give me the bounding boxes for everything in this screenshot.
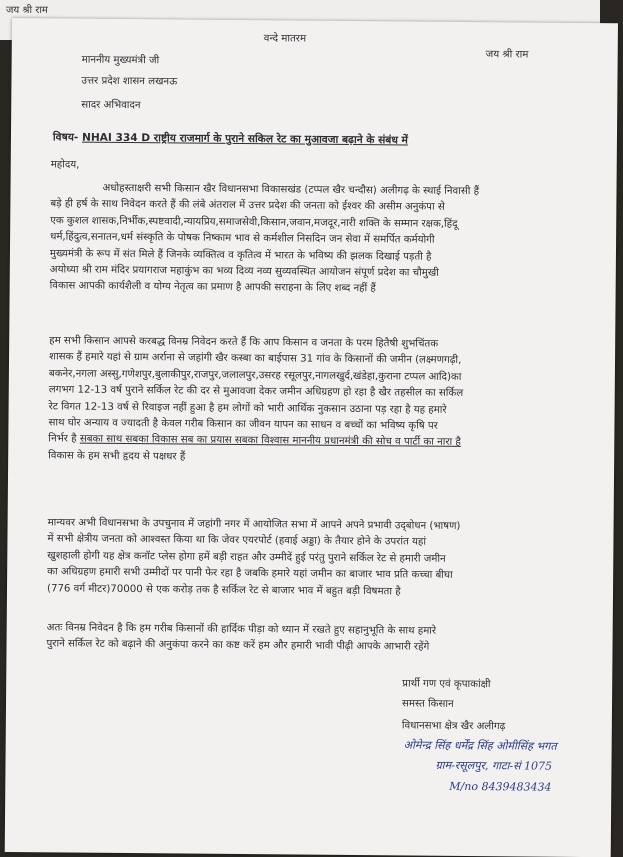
paragraph-fragment: निर्भर है [48, 433, 80, 446]
paragraph-line: खुशहाली होगी यह क्षेत्र कनॉट प्लेस होगा हमें बड़ी राहत और उम्मीदें हुई परंतु पुराने सर्किल रेट से हमारी जमीन [47, 550, 446, 565]
invocation-jai-shri-ram: जय श्री राम [485, 49, 529, 61]
paragraph-line: रेट विगत 12-13 वर्ष से रिवाइज नहीं हुआ है हम लोगों को भारी आर्थिक नुकसान उठाना पड़ रहा है यह हमारे [48, 400, 447, 416]
paragraph-line: अतः विनम्र निवेदन है कि हम गरीब किसानों की हार्दिक पीड़ा को ध्यान में रखते हुए सहानुभूति के साथ हमारे [46, 622, 437, 637]
paragraph-line: मुख्यमंत्री के रूप में संत मिले हैं जिनके व्यक्तित्व व कृतित्व में भारत के भविष्य की झलक दिखाई पड़ती है [49, 247, 432, 263]
paragraph-line: में सभी क्षेत्रीय जनता को आश्वस्त किया था कि जेवर एयरपोर्ट (हवाई अड्डा) के तैयार होने के उपरांत यहां [47, 533, 427, 549]
paragraph-line: हम सभी किसान आपसे करबद्ध विनम्र निवेदन करते हैं कि आप किसान व जनता के परम हितैषी शुभचिंतक [49, 335, 439, 350]
handwritten-mobile-number: M/no 8439483434 [449, 779, 552, 794]
paragraph-line: शासक हैं हमारे यहां से ग्राम अर्राना से जहांगी खैर कस्बा का बाईपास 31 गांव के किसानों की जमीन (लक्ष्मणगढ़ी, [48, 351, 462, 367]
closing-line: विधानसभा क्षेत्र खैर अलीगढ़ [401, 720, 506, 733]
subject-text: NHAI 334 D राष्ट्रीय राजमार्ग के पुराने सकिल रेट का मुआवजा बढ़ाने के संबंध में [81, 131, 408, 147]
paragraph-line: धर्म,हिंदुत्व,सनातन,धर्म संस्कृति के पोषक निष्काम भाव से कर्मशील निसदिन जन सेवा में समर्पित कर्मयोगी [50, 231, 435, 246]
recipient-line: माननीय मुख्यमंत्री जी [81, 54, 160, 67]
paragraph-line: मान्यवर अभी विधानसभा के उपचुनाव में जहांगी नगर में आयोजित सभा में आपने अपने प्रभावी उद्‌बोधन (भाषण) [47, 517, 461, 532]
slogan-underlined: सबका साथ सबका विकास सब का प्रयास सबका विश्वास माननीय प्रधानमंत्री की सोच व पार्टी का नारा है [79, 434, 461, 449]
paragraph-line: अयोध्या श्री राम मंदिर प्रयागराज महाकुंभ का भव्य दिव्य नव्य सुव्यवस्थित आयोजन संपूर्ण प्रदेश का चौमुखी [49, 264, 439, 279]
paragraph-praise [50, 180, 480, 299]
paragraph-line: (776 वर्ग मीटर)70000 से एक करोड़ तक है सर्किल रेट से बाजार भाव में बहुत बड़ी विषमता है [46, 582, 401, 598]
letter-page [5, 18, 618, 857]
handwritten-signature-names: ओमेन्द्र सिंह धर्मेंद्र सिंह ओमीसिंह भगत [403, 738, 557, 753]
paragraph-election-promise [47, 515, 461, 601]
paragraph-line: साथ घोर अन्याय व ज्यादती है केवल गरीब किसान का जीवन यापन का साधन व बच्चों का भविष्य कृषि पर [48, 417, 438, 432]
paragraph-line: विकास के हम सभी हृदय से पक्षधर हैं [48, 450, 186, 463]
paragraph-line: लगभग 12-13 वर्ष पुराने सर्किल रेट की दर से मुआवजा देकर जमीन अधिग्रहण हो रहा है खैर तहसील का सर्किल [48, 384, 464, 400]
closing-line: समस्त किसान [401, 698, 454, 710]
closing-line: प्रार्थी गण एवं कृपाकांक्षी [402, 678, 491, 691]
recipient-line: उत्तर प्रदेश शासन लखनऊ [81, 75, 178, 88]
paragraph-line: का अधिग्रहण हमारी सभी उम्मीदों पर पानी फेर रहा है जबकि हमारे यहां जमीन का बाजार भाव प्रति कच्चा बीघा [47, 566, 453, 582]
paragraph-line: बकनेर,नगला अस्सु,गणेशपुर,बुलाकीपुर,राजपुर,जलालपुर,उसरह रसूलपुर,नागलखुर्द,खंडेहा,कुराना टप्पल आदि)का [48, 368, 462, 383]
subject-label: विषय- [52, 131, 79, 144]
recipient-line: सादर अभिवादन [81, 99, 141, 112]
invocation-vande-mataram: वन्दे मातरम [263, 33, 307, 45]
paragraph-line: एक कुशल शासक,निर्भीक,स्पष्टवादी,न्यायप्रिय,समाजसेवी,किसान,जवान,मजदूर,नारी शक्ति के सम्मान रक्षक,हिंदू [50, 215, 458, 230]
salutation: महोदय, [50, 159, 80, 171]
paragraph-line: बड़े ही हर्ष के साथ निवेदन करते हैं की लंबे अंतराल में उत्तर प्रदेश की जनता को ईश्वर की असीम अनुकंपा से [50, 198, 445, 214]
paragraph-conclusion [46, 620, 436, 656]
handwritten-address: ग्राम-रसूलपुर, गाटा-सं 1075 [435, 758, 553, 773]
paragraph-line: अधोहस्ताक्षरी सभी किसान खैर विधानसभा विकासखंड (टप्पल खैर चन्दौस) अलीगढ़ के स्थाई निवासी हैं [102, 182, 480, 198]
paragraph-line: पुराने सर्किल रेट को बढ़ाने की अनुकंपा करने का कष्ट करें हम और हमारी भावी पीढ़ी आपके आभारी रहेंगे [46, 638, 430, 654]
subject-line [53, 132, 408, 146]
paragraph-line: विकास आपकी कार्यशैली व योग्य नेतृत्व का प्रमाण है आपकी सराहना के लिए शब्द नहीं हैं [49, 280, 376, 295]
back-page-header: जय श्री राम [6, 5, 48, 16]
paragraph-request [48, 333, 464, 468]
